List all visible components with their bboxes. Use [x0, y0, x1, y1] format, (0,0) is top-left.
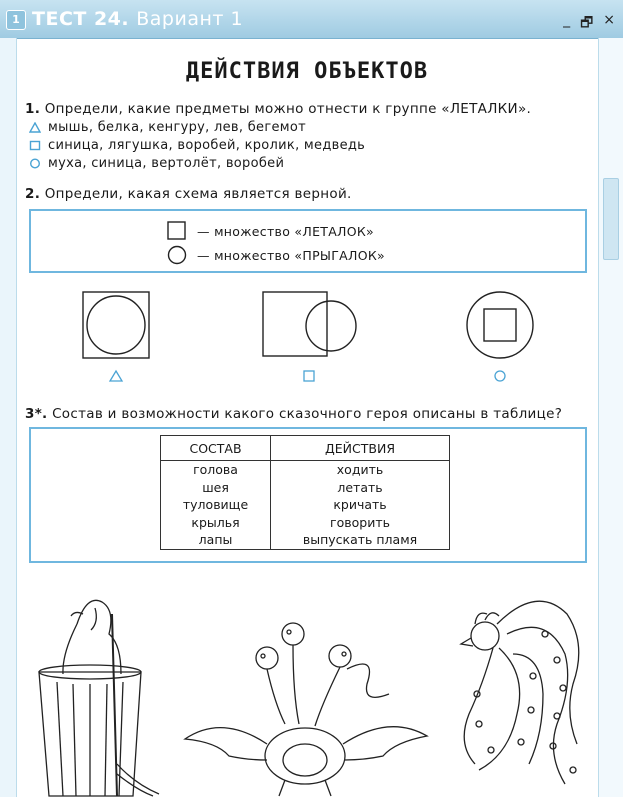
table-row: [161, 496, 450, 514]
left-frame: [0, 38, 17, 797]
baba-yaga-illustration[interactable]: [39, 600, 159, 796]
table-cell: голова: [161, 461, 271, 479]
table-cell: кричать: [333, 497, 387, 513]
legend-text: — множество «ЛЕТАЛОК»: [197, 223, 375, 239]
window-titlebar: [0, 0, 623, 39]
q1-option-circle[interactable]: [29, 156, 284, 171]
legend-prygalki: [167, 245, 385, 265]
diagram-overlap[interactable]: [263, 292, 356, 381]
table-row: [161, 514, 450, 532]
table-row: [161, 461, 450, 479]
scrollbar[interactable]: [598, 38, 623, 797]
table-row: [161, 531, 450, 549]
diagram-square-in-circle[interactable]: [467, 292, 533, 381]
circle-icon: [167, 245, 187, 265]
question-number: 2.: [25, 186, 41, 202]
column-header: СОСТАВ: [161, 436, 271, 461]
triangle-icon: [110, 371, 122, 381]
table-row: [161, 479, 450, 497]
page-title: ДЕЙСТВИЯ ОБЪЕКТОВ: [185, 59, 429, 84]
document-icon: 1: [6, 10, 26, 30]
option-text: мышь, белка, кенгуру, лев, бегемот: [48, 120, 306, 135]
question-number: 1.: [25, 101, 41, 117]
table-cell: туловище: [161, 496, 271, 514]
circle-icon: [29, 158, 41, 169]
test-number: ТЕСТ 24.: [32, 8, 130, 30]
question-number: 3*.: [25, 406, 48, 422]
q1-option-triangle[interactable]: [29, 120, 306, 135]
question-text: Определи, какие предметы можно отнести к группе «ЛЕТАЛКИ».: [44, 101, 532, 117]
firebird-illustration[interactable]: [461, 601, 579, 784]
option-text: муха, синица, вертолёт, воробей: [48, 156, 285, 171]
table-cell: выпускать пламя: [302, 532, 418, 548]
scrollbar-thumb[interactable]: [603, 178, 619, 260]
question-1: [25, 101, 531, 117]
square-icon: [167, 221, 187, 241]
legend-letalki: [167, 221, 374, 241]
square-icon: [304, 371, 314, 381]
table-cell: говорить: [330, 514, 390, 530]
close-icon[interactable]: ×: [603, 12, 615, 28]
table-cell: летать: [337, 479, 383, 495]
square-icon: [29, 140, 41, 151]
diagram-circle-in-square[interactable]: [83, 292, 149, 381]
window-controls: [563, 12, 615, 36]
variant-label: Вариант 1: [136, 8, 244, 30]
circle-icon: [495, 371, 505, 381]
question-text: Состав и возможности какого сказочного героя описаны в таблице?: [52, 406, 563, 422]
table-cell: ходить: [336, 462, 384, 478]
question-2: [25, 186, 352, 202]
triangle-icon: [29, 122, 41, 133]
option-text: синица, лягушка, воробей, кролик, медведь: [48, 138, 366, 153]
table-cell: лапы: [161, 531, 271, 549]
column-header: ДЕЙСТВИЯ: [271, 436, 450, 461]
window-title: [32, 8, 243, 30]
legend-text: — множество «ПРЫГАЛОК»: [197, 247, 385, 263]
question-3: [25, 406, 562, 422]
hero-pictures: [17, 564, 597, 797]
hero-table: [160, 435, 450, 550]
table-cell: шея: [161, 479, 271, 497]
q1-option-square[interactable]: [29, 138, 365, 153]
minimize-icon[interactable]: _: [563, 12, 571, 28]
table-cell: крылья: [161, 514, 271, 532]
question-text: Определи, какая схема является верной.: [44, 186, 352, 202]
test-page: [17, 39, 597, 797]
dragon-illustration[interactable]: [185, 623, 427, 796]
restore-icon[interactable]: 🗗: [580, 15, 594, 31]
set-diagrams: [17, 284, 597, 389]
